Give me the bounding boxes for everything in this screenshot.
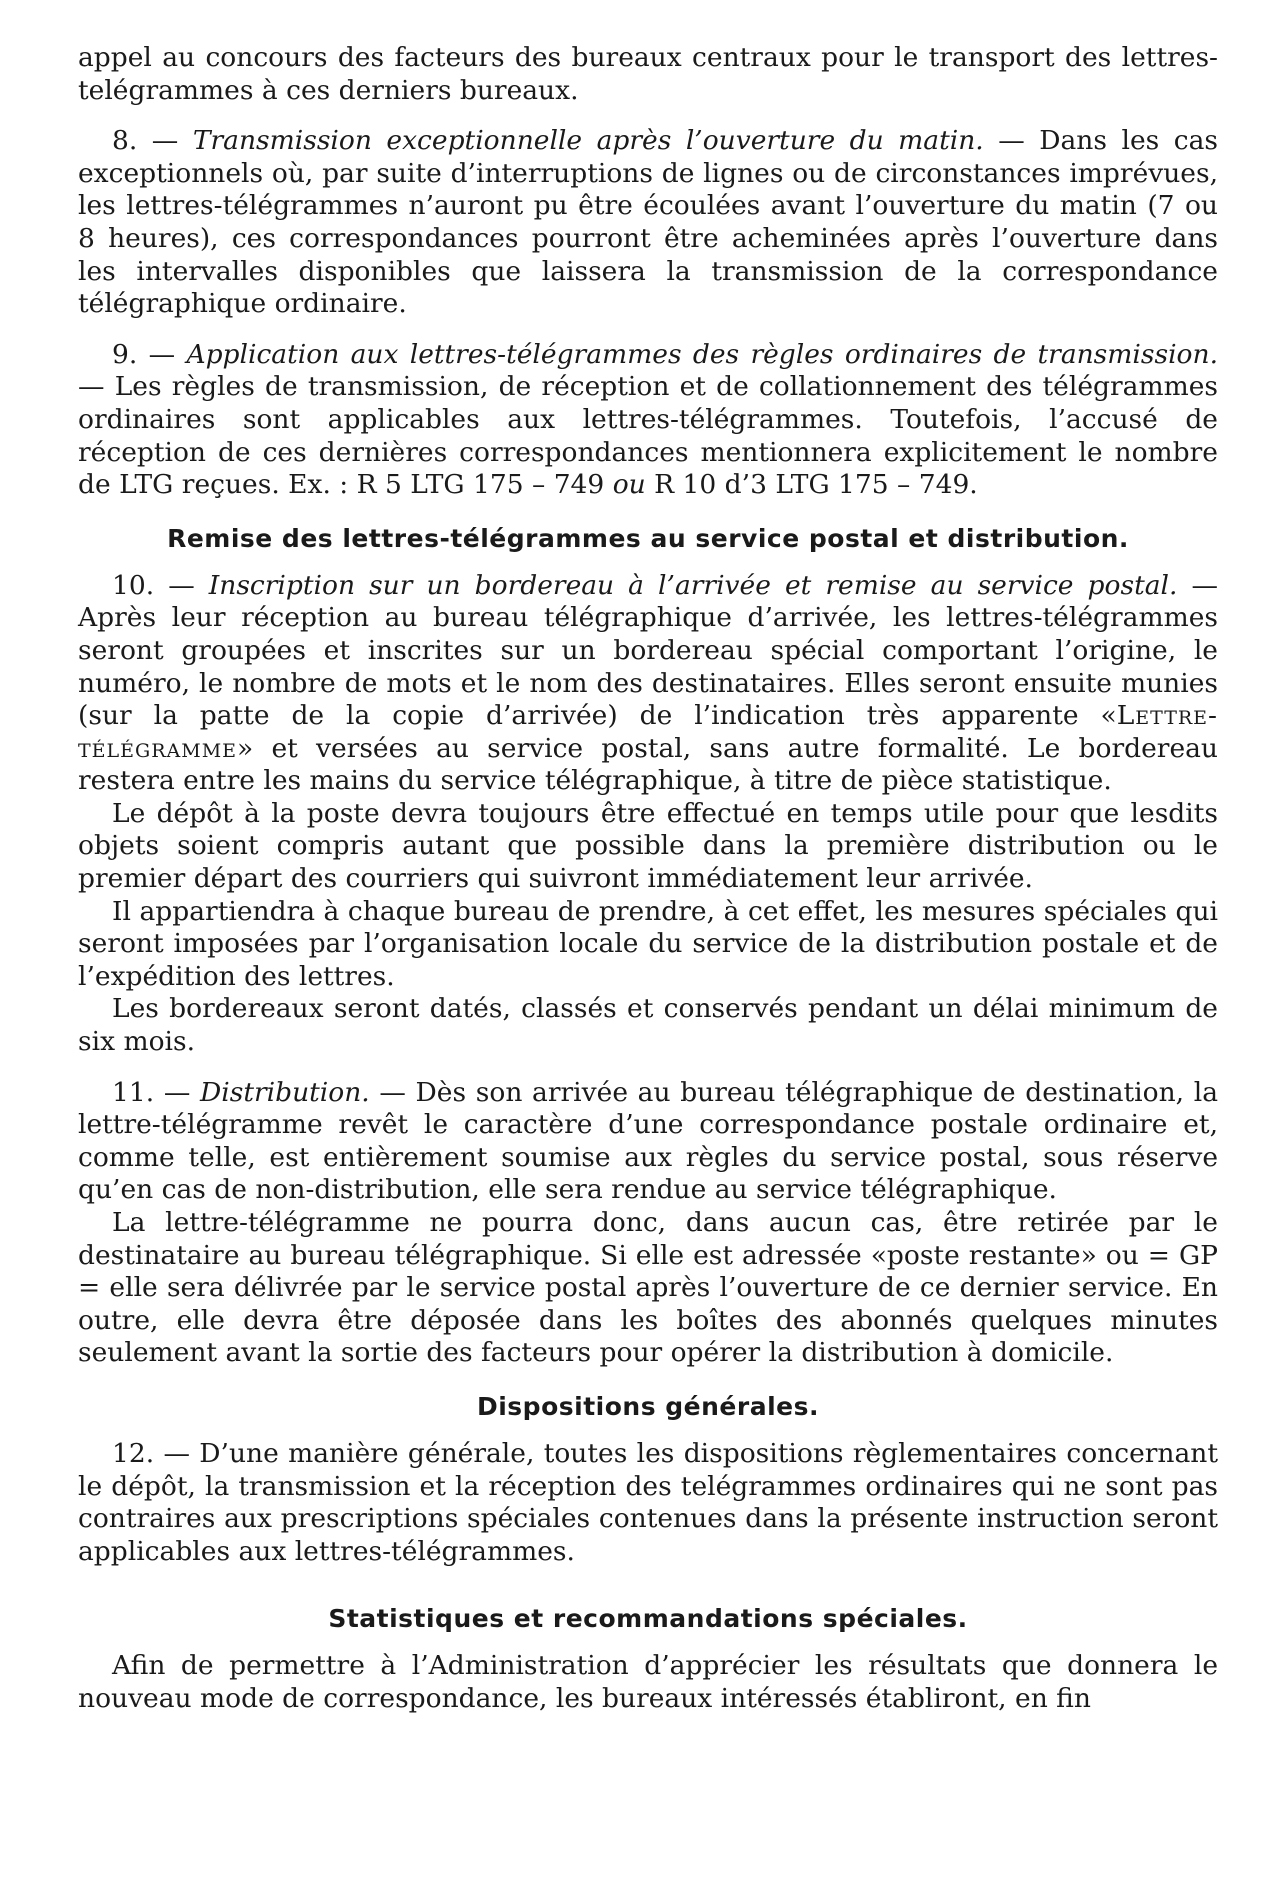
section-10-paragraph-2: Le dépôt à la poste devra toujours être effectué en temps utile pour que lesdits objets soient compris autant que possible dans la première distribution ou le premier départ des courriers qui suivront immédiatement leur arrivée.	[78, 797, 1218, 895]
section-9-text: — Les règles de transmission, de réception et de collationnement des télégrammes ordinaires sont applicables aux lettres-télégrammes. Toutefois, l’accusé de réception de ces dernières correspondances mentionnera explicitement le nombre de LTG reçues. Ex. : R 5 LTG 175 – 749	[78, 371, 1218, 501]
section-9-or: ou	[612, 469, 646, 501]
section-10-paragraph	[78, 570, 1218, 798]
section-9-number: 9. —	[112, 338, 187, 370]
section-10-text-end: » et versées au service postal, sans autre formalité. Le bordereau restera entre les mains du service télégraphique, à titre de pièce statistique.	[78, 732, 1218, 797]
section-8-paragraph	[78, 125, 1218, 321]
section-9-text-end: R 10 d’3 LTG 175 – 749.	[645, 469, 978, 501]
section-10-paragraph-3: Il appartiendra à chaque bureau de prendre, à cet effet, les mesures spéciales qui seront imposées par l’organisation locale du service de la distribution postale et de l’expédition des lettres.	[78, 895, 1218, 992]
section-11-title: Distribution.	[200, 1076, 370, 1108]
section-10-mark: Lettre-télégramme	[78, 700, 1218, 764]
final-paragraph: Afin de permettre à l’Administration d’apprécier les résultats que donnera le nouveau mode de correspondance, les bureaux intéressés établiront, en fin	[78, 1650, 1218, 1714]
section-10-paragraph-4: Les bordereaux seront datés, classés et conservés pendant un délai minimum de six mois.	[78, 993, 1218, 1058]
section-8-text: — Dans les cas exceptionnels où, par suite d’interruptions de lignes ou de circonstances imprévues, les lettres-télégrammes n’auront pu être écoulées avant l’ouverture du matin (7 ou 8 heures), ces correspondances pourront être acheminées après l’ouverture dans les intervalles disponibles que laissera la transmission de la correspondance télégraphique ordinaire.	[78, 125, 1218, 320]
section-9-paragraph	[78, 339, 1218, 502]
section-8-number: 8. —	[112, 125, 193, 157]
section-8-title: Transmission exceptionnelle après l’ouverture du matin.	[192, 125, 984, 157]
section-11-number: 11. —	[112, 1076, 200, 1108]
section-10-title: Inscription sur un bordereau à l’arrivée et remise au service postal.	[208, 569, 1178, 601]
section-11-paragraph-2: La lettre-télégramme ne pourra donc, dans aucun cas, être retirée par le destinataire au bureau télégraphique. Si elle est adressée «poste restante» ou = GP = elle sera délivrée par le service postal après l’ouverture de ce dernier service. En outre, elle devra être déposée dans les boîtes des abonnés quelques minutes seulement avant la sortie des facteurs pour opérer la distribution à domicile.	[78, 1207, 1218, 1369]
section-10-number: 10. —	[112, 569, 209, 601]
section-11-paragraph	[78, 1077, 1218, 1207]
section-12-paragraph: 12. — D’une manière générale, toutes les dispositions règlementaires concernant le dépôt, la transmission et la réception des telégrammes ordinaires qui ne sont pas contraires aux prescriptions spéciales contenues dans la présente instruction seront applicables aux lettres-télégrammes.	[78, 1437, 1218, 1567]
section-10-text: — Après leur réception au bureau télégraphique d’arrivée, les lettres-télégrammes seront groupées et inscrites sur un bordereau spécial comportant l’origine, le numéro, le nombre de mots et le nom des destinataires. Elles seront ensuite munies (sur la patte de la copie d’arrivée) de l’indication très apparente «	[78, 569, 1218, 732]
intro-paragraph: appel au concours des facteurs des bureaux centraux pour le transport des lettres-telégrammes à ces derniers bureaux.	[78, 42, 1218, 106]
heading-dispositions: Dispositions générales.	[476, 1391, 819, 1421]
heading-remise: Remise des lettres-télégrammes au service postal et distribution.	[167, 523, 1129, 553]
heading-statistiques: Statistiques et recommandations spéciales.	[328, 1604, 968, 1634]
section-9-title: Application aux lettres-télégrammes des règles ordinaires de transmission.	[186, 338, 1219, 370]
section-11-text: — Dès son arrivée au bureau télégraphique de destination, la lettre-télégramme revêt le caractère d’une correspondance postale ordinaire et, comme telle, est entièrement soumise aux règles du service postal, sous réserve qu’en cas de non-distribution, elle sera rendue au service télégraphique.	[78, 1076, 1219, 1206]
